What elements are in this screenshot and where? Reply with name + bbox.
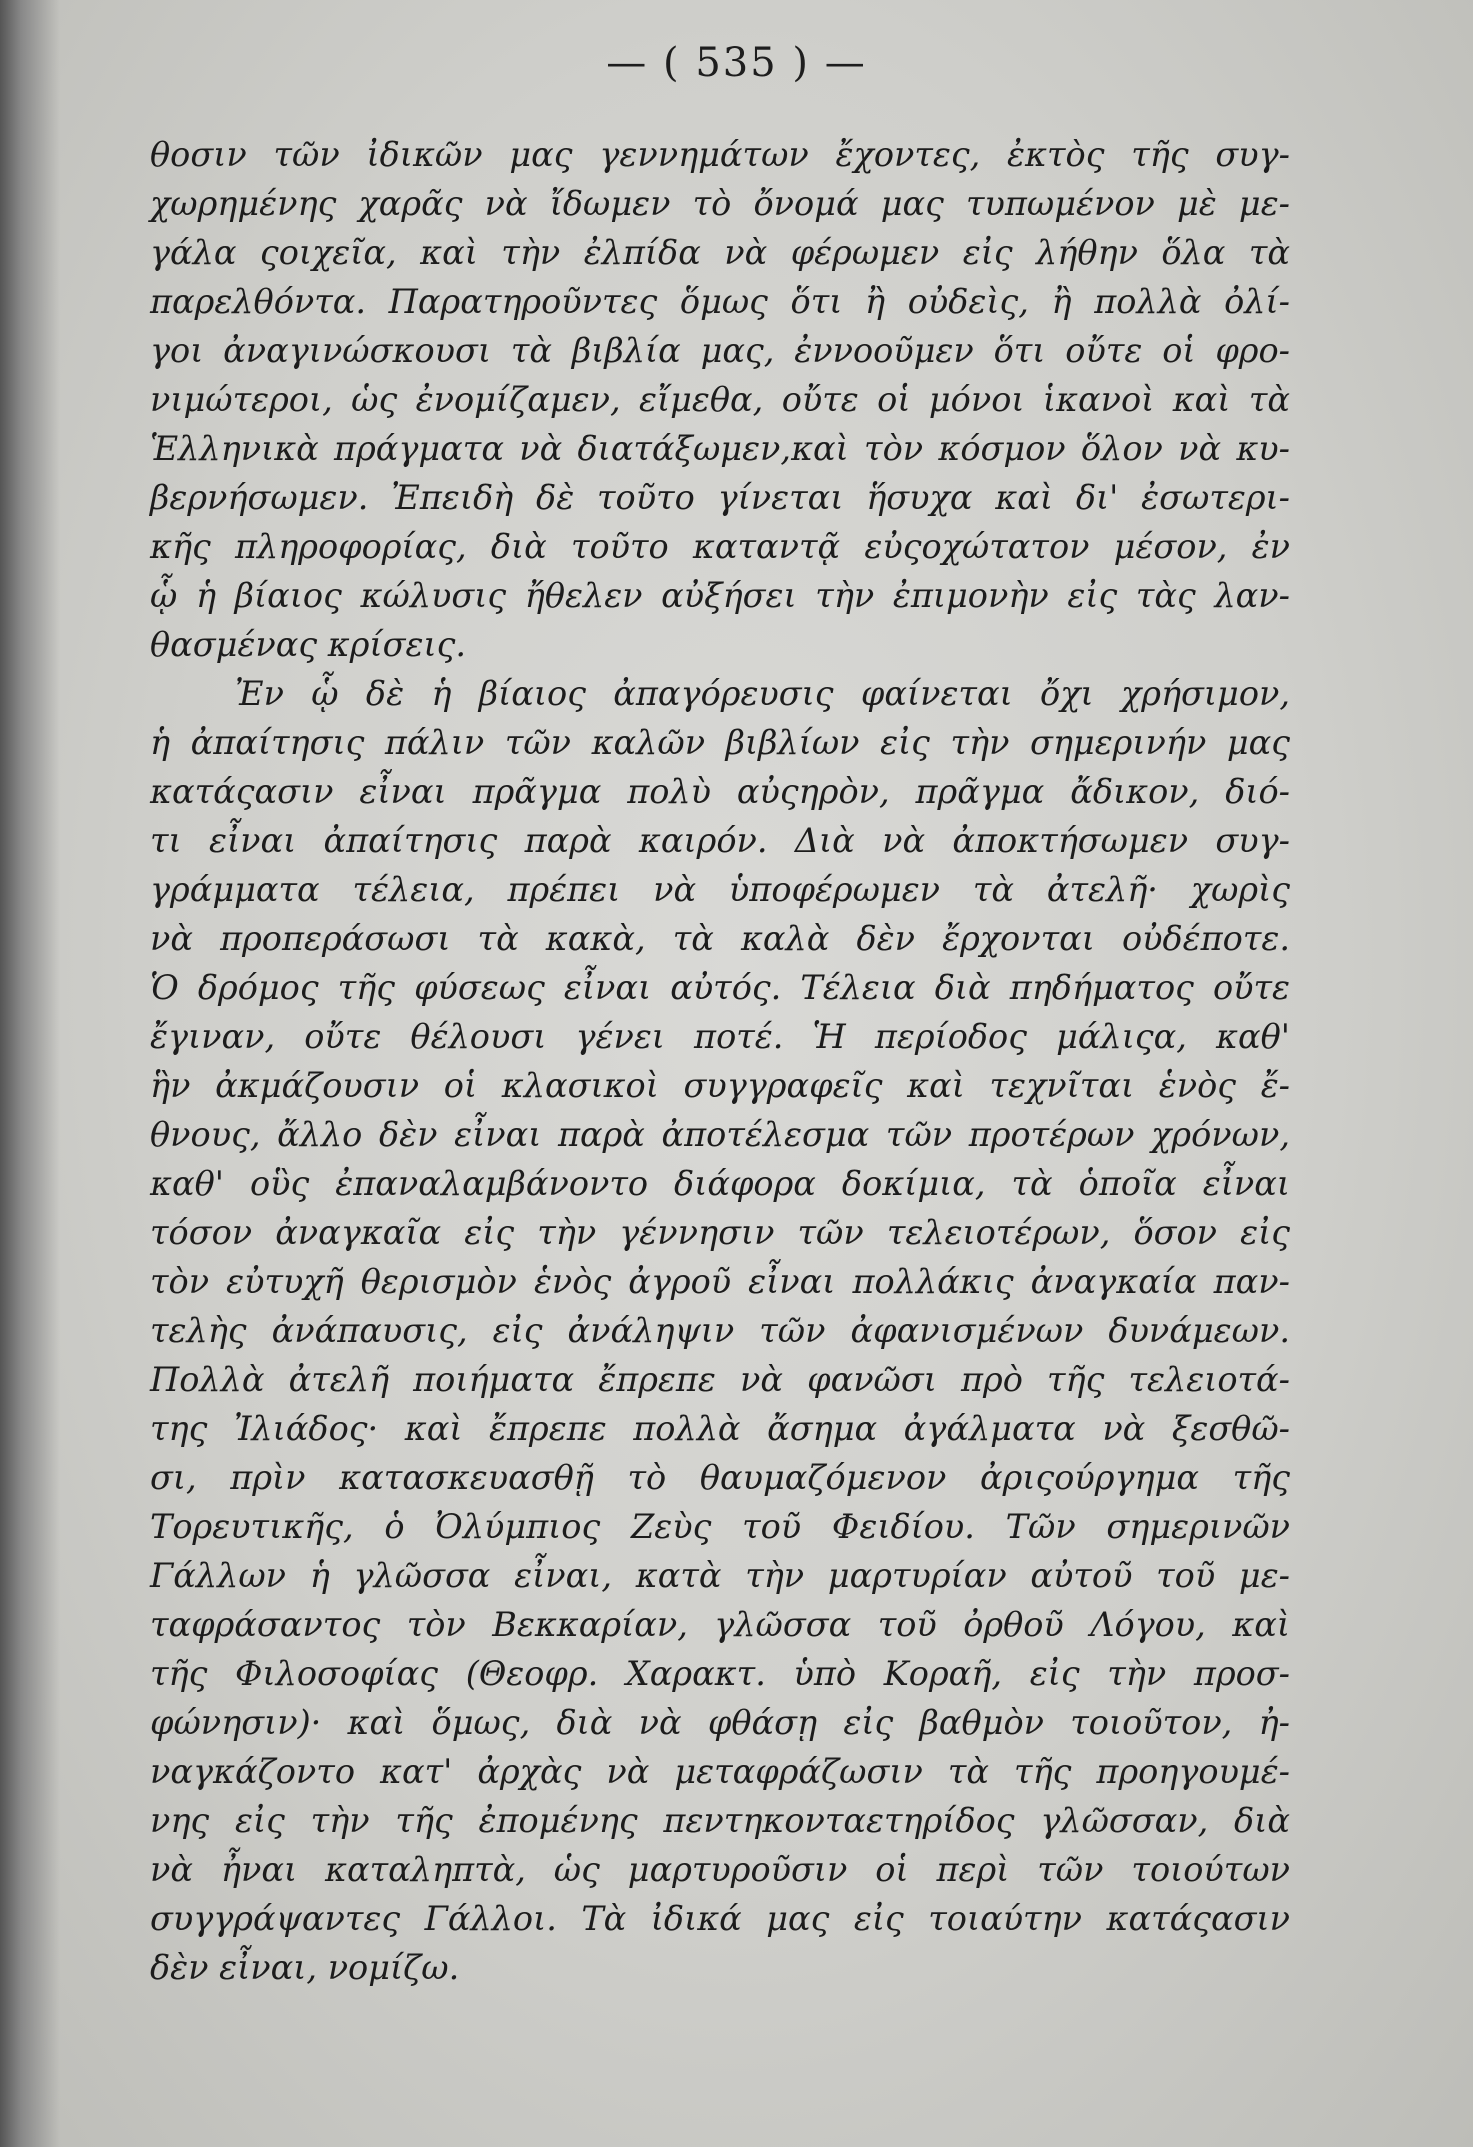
- text-line: ταφράσαντος τὸν Βεκκαρίαν, γλῶσσα τοῦ ὀρθοῦ Λόγου, καὶ: [150, 1605, 1290, 1644]
- text-line: τόσον ἀναγκαῖα εἰς τὴν γέννησιν τῶν τελειοτέρων, ὅσον εἰς: [150, 1213, 1290, 1252]
- text-line: κῆς πληροφορίας, διὰ τοῦτο καταντᾷ εὐςοχώτατον μέσον, ἐν: [150, 527, 1290, 566]
- text-line: Τορευτικῆς, ὁ Ὀλύμπιος Ζεὺς τοῦ Φειδίου. Τῶν σημερινῶν: [150, 1507, 1290, 1546]
- text-line: χωρημένης χαρᾶς νὰ ἴδωμεν τὸ ὄνομά μας τυπωμένον μὲ με-: [150, 184, 1290, 223]
- text-line: γάλα ςοιχεῖα, καὶ τὴν ἐλπίδα νὰ φέρωμεν εἰς λήθην ὅλα τὰ: [150, 233, 1290, 272]
- text-line: της Ἰλιάδος· καὶ ἔπρεπε πολλὰ ἄσημα ἀγάλματα νὰ ξεσθῶ-: [150, 1409, 1290, 1448]
- text-line: τι εἶναι ἀπαίτησις παρὰ καιρόν. Διὰ νὰ ἀποκτήσωμεν συγ-: [150, 821, 1290, 860]
- text-line: ἡ ἀπαίτησις πάλιν τῶν καλῶν βιβλίων εἰς τὴν σημερινήν μας: [150, 723, 1290, 762]
- text-line: Ὁ δρόμος τῆς φύσεως εἶναι αὐτός. Τέλεια διὰ πηδήματος οὔτε: [150, 968, 1290, 1007]
- text-line: φώνησιν)· καὶ ὅμως, διὰ νὰ φθάσῃ εἰς βαθμὸν τοιοῦτον, ἠ-: [150, 1703, 1290, 1742]
- binding-shadow: [0, 0, 60, 2147]
- text-line: νὰ ἦναι καταληπτὰ, ὡς μαρτυροῦσιν οἱ περὶ τῶν τοιούτων: [150, 1850, 1290, 1889]
- text-line: καθ' οὓς ἐπαναλαμβάνοντο διάφορα δοκίμια, τὰ ὁποῖα εἶναι: [150, 1164, 1290, 1203]
- text-line: Ἑλληνικὰ πράγματα νὰ διατάξωμεν,καὶ τὸν κόσμον ὅλον νὰ κυ-: [150, 429, 1290, 468]
- text-line: θοσιν τῶν ἰδικῶν μας γεννημάτων ἔχοντες, ἐκτὸς τῆς συγ-: [150, 135, 1290, 174]
- text-line: δὲν εἶναι, νομίζω.: [150, 1948, 460, 1987]
- text-line: συγγράψαντες Γάλλοι. Τὰ ἰδικά μας εἰς τοιαύτην κατάςασιν: [150, 1899, 1290, 1938]
- text-line: ἣν ἀκμάζουσιν οἱ κλασικοὶ συγγραφεῖς καὶ τεχνῖται ἑνὸς ἔ-: [150, 1066, 1290, 1105]
- text-line: τὸν εὐτυχῆ θερισμὸν ἑνὸς ἀγροῦ εἶναι πολλάκις ἀναγκαία παν-: [150, 1262, 1290, 1301]
- text-line: Πολλὰ ἀτελῆ ποιήματα ἔπρεπε νὰ φανῶσι πρὸ τῆς τελειοτά-: [150, 1360, 1290, 1399]
- text-line: ναγκάζοντο κατ' ἀρχὰς νὰ μεταφράζωσιν τὰ τῆς προηγουμέ-: [150, 1752, 1290, 1791]
- text-line: παρελθόντα. Παρατηροῦντες ὅμως ὅτι ἢ οὐδεὶς, ἢ πολλὰ ὀλί-: [150, 282, 1290, 321]
- text-line: τελὴς ἀνάπαυσις, εἰς ἀνάληψιν τῶν ἀφανισμένων δυνάμεων.: [150, 1311, 1290, 1350]
- text-line: γράμματα τέλεια, πρέπει νὰ ὑποφέρωμεν τὰ ἀτελῆ· χωρὶς: [150, 870, 1290, 909]
- text-line: θασμένας κρίσεις.: [150, 625, 466, 664]
- text-line: βερνήσωμεν. Ἐπειδὴ δὲ τοῦτο γίνεται ἥσυχα καὶ δι' ἐσωτερι-: [150, 478, 1290, 517]
- text-line: Ἐν ᾧ δὲ ἡ βίαιος ἀπαγόρευσις φαίνεται ὄχι χρήσιμον,: [235, 674, 1290, 713]
- text-line: Γάλλων ἡ γλῶσσα εἶναι, κατὰ τὴν μαρτυρίαν αὐτοῦ τοῦ με-: [150, 1556, 1290, 1595]
- text-line: τῆς Φιλοσοφίας (Θεοφρ. Χαρακτ. ὑπὸ Κοραῆ, εἰς τὴν προσ-: [150, 1654, 1290, 1693]
- text-line: νης εἰς τὴν τῆς ἐπομένης πεντηκονταετηρίδος γλῶσσαν, διὰ: [150, 1801, 1290, 1840]
- text-line: γοι ἀναγινώσκουσι τὰ βιβλία μας, ἐννοοῦμεν ὅτι οὔτε οἱ φρο-: [150, 331, 1290, 370]
- page-number: — ( 535 ) —: [606, 40, 867, 86]
- text-line: νὰ προπεράσωσι τὰ κακὰ, τὰ καλὰ δὲν ἔρχονται οὐδέποτε.: [150, 919, 1290, 958]
- text-line: ἔγιναν, οὔτε θέλουσι γένει ποτέ. Ἡ περίοδος μάλιςα, καθ': [150, 1017, 1290, 1056]
- text-line: νιμώτεροι, ὡς ἐνομίζαμεν, εἴμεθα, οὔτε οἱ μόνοι ἱκανοὶ καὶ τὰ: [150, 380, 1290, 419]
- body-text: [150, 130, 1290, 1992]
- text-line: ᾧ ἡ βίαιος κώλυσις ἤθελεν αὐξήσει τὴν ἐπιμονὴν εἰς τὰς λαν-: [150, 576, 1290, 615]
- text-line: σι, πρὶν κατασκευασθῇ τὸ θαυμαζόμενον ἀριςούργημα τῆς: [150, 1458, 1290, 1497]
- text-line: κατάςασιν εἶναι πρᾶγμα πολὺ αὐςηρὸν, πρᾶγμα ἄδικον, διό-: [150, 772, 1290, 811]
- text-line: θνους, ἄλλο δὲν εἶναι παρὰ ἀποτέλεσμα τῶν προτέρων χρόνων,: [150, 1115, 1290, 1154]
